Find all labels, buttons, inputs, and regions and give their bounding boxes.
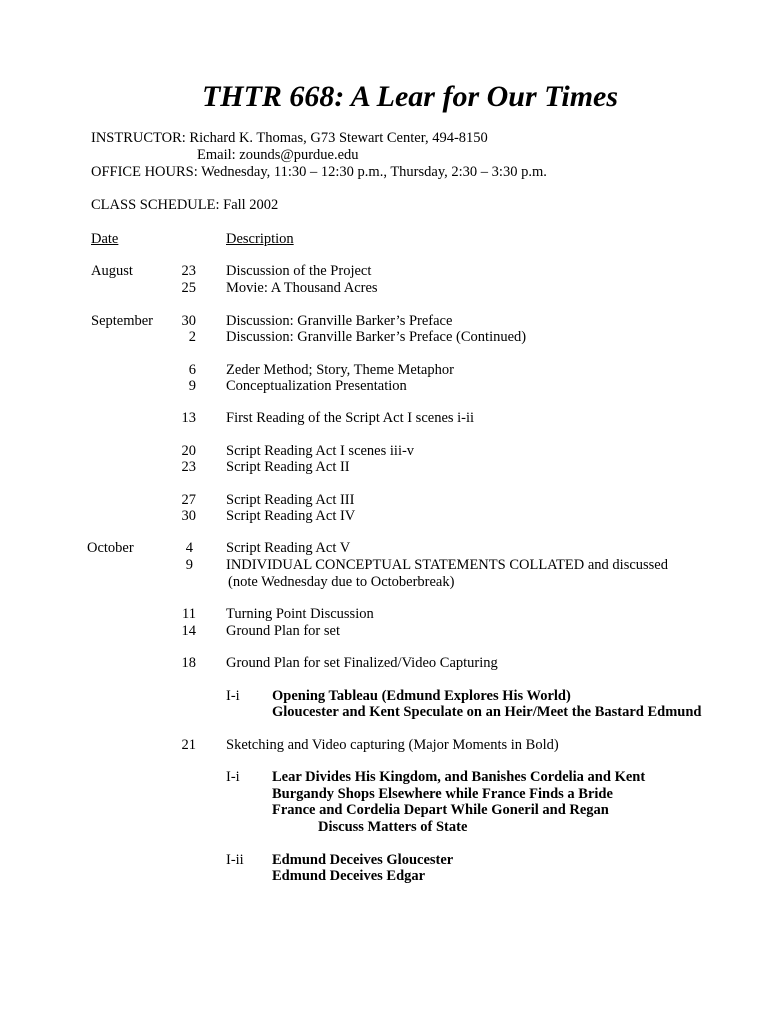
row-day: 11 [182, 606, 196, 622]
month-label-september: September [91, 313, 154, 329]
scene-label: I-i [226, 688, 240, 704]
schedule-heading: CLASS SCHEDULE: Fall 2002 [91, 197, 279, 213]
email-line: Email: zounds@purdue.edu [197, 147, 359, 163]
row-note: (note Wednesday due to Octoberbreak) [228, 574, 455, 590]
row-description: Script Reading Act I scenes iii-v [226, 443, 415, 459]
row-day: 20 [181, 443, 196, 459]
row-description: Script Reading Act V [226, 540, 351, 556]
row-description: Ground Plan for set [226, 623, 340, 639]
scene-moment: Gloucester and Kent Speculate on an Heir/Meet the Bastard Edmund [272, 704, 702, 720]
scene-moment: France and Cordelia Depart While Goneril and Regan [272, 802, 609, 818]
row-description: Discussion: Granville Barker’s Preface [226, 313, 453, 329]
row-description: Movie: A Thousand Acres [226, 280, 378, 296]
description-column-header: Description [226, 231, 294, 247]
row-day: 4 [185, 540, 193, 556]
row-description: Discussion: Granville Barker’s Preface (Continued) [226, 329, 527, 345]
page-title: THTR 668: A Lear for Our Times [201, 80, 619, 113]
row-description: INDIVIDUAL CONCEPTUAL STATEMENTS COLLATED and discussed [226, 557, 668, 573]
row-day: 9 [185, 557, 193, 573]
scene-label: I-i [226, 769, 240, 785]
office-hours-line: OFFICE HOURS: Wednesday, 11:30 – 12:30 p.m., Thursday, 2:30 – 3:30 p.m. [91, 164, 547, 180]
row-day: 2 [188, 329, 196, 345]
row-day: 6 [188, 362, 196, 378]
row-description: Script Reading Act II [226, 459, 350, 475]
date-column-header: Date [91, 231, 119, 247]
row-day: 14 [181, 623, 196, 639]
row-day: 30 [181, 508, 196, 524]
row-description: Script Reading Act IV [226, 508, 356, 524]
scene-moment: Burgandy Shops Elsewhere while France Finds a Bride [272, 786, 613, 802]
row-day: 30 [181, 313, 196, 329]
row-day: 18 [181, 655, 196, 671]
month-label-august: August [91, 263, 133, 279]
row-description: Script Reading Act III [226, 492, 355, 508]
row-day: 21 [181, 737, 196, 753]
row-day: 23 [181, 263, 196, 279]
row-description: Conceptualization Presentation [226, 378, 407, 394]
scene-label: I-ii [226, 852, 244, 868]
scene-moment: Edmund Deceives Gloucester [272, 852, 454, 868]
row-day: 27 [181, 492, 196, 508]
row-description: Zeder Method; Story, Theme Metaphor [226, 362, 454, 378]
month-label-october: October [87, 540, 134, 556]
row-description: Discussion of the Project [226, 263, 372, 279]
row-description: Ground Plan for set Finalized/Video Capturing [226, 655, 498, 671]
row-description: First Reading of the Script Act I scenes i-ii [226, 410, 475, 426]
row-day: 9 [188, 378, 196, 394]
scene-moment: Discuss Matters of State [318, 819, 468, 835]
instructor-line: INSTRUCTOR: Richard K. Thomas, G73 Stewart Center, 494-8150 [91, 130, 488, 146]
scene-moment: Lear Divides His Kingdom, and Banishes Cordelia and Kent [272, 769, 646, 785]
row-day: 23 [181, 459, 196, 475]
row-description: Sketching and Video capturing (Major Moments in Bold) [226, 737, 559, 753]
row-day: 13 [181, 410, 196, 426]
row-day: 25 [181, 280, 196, 296]
scene-moment: Edmund Deceives Edgar [272, 868, 426, 884]
scene-moment: Opening Tableau (Edmund Explores His World) [272, 688, 571, 704]
row-description: Turning Point Discussion [226, 606, 374, 622]
